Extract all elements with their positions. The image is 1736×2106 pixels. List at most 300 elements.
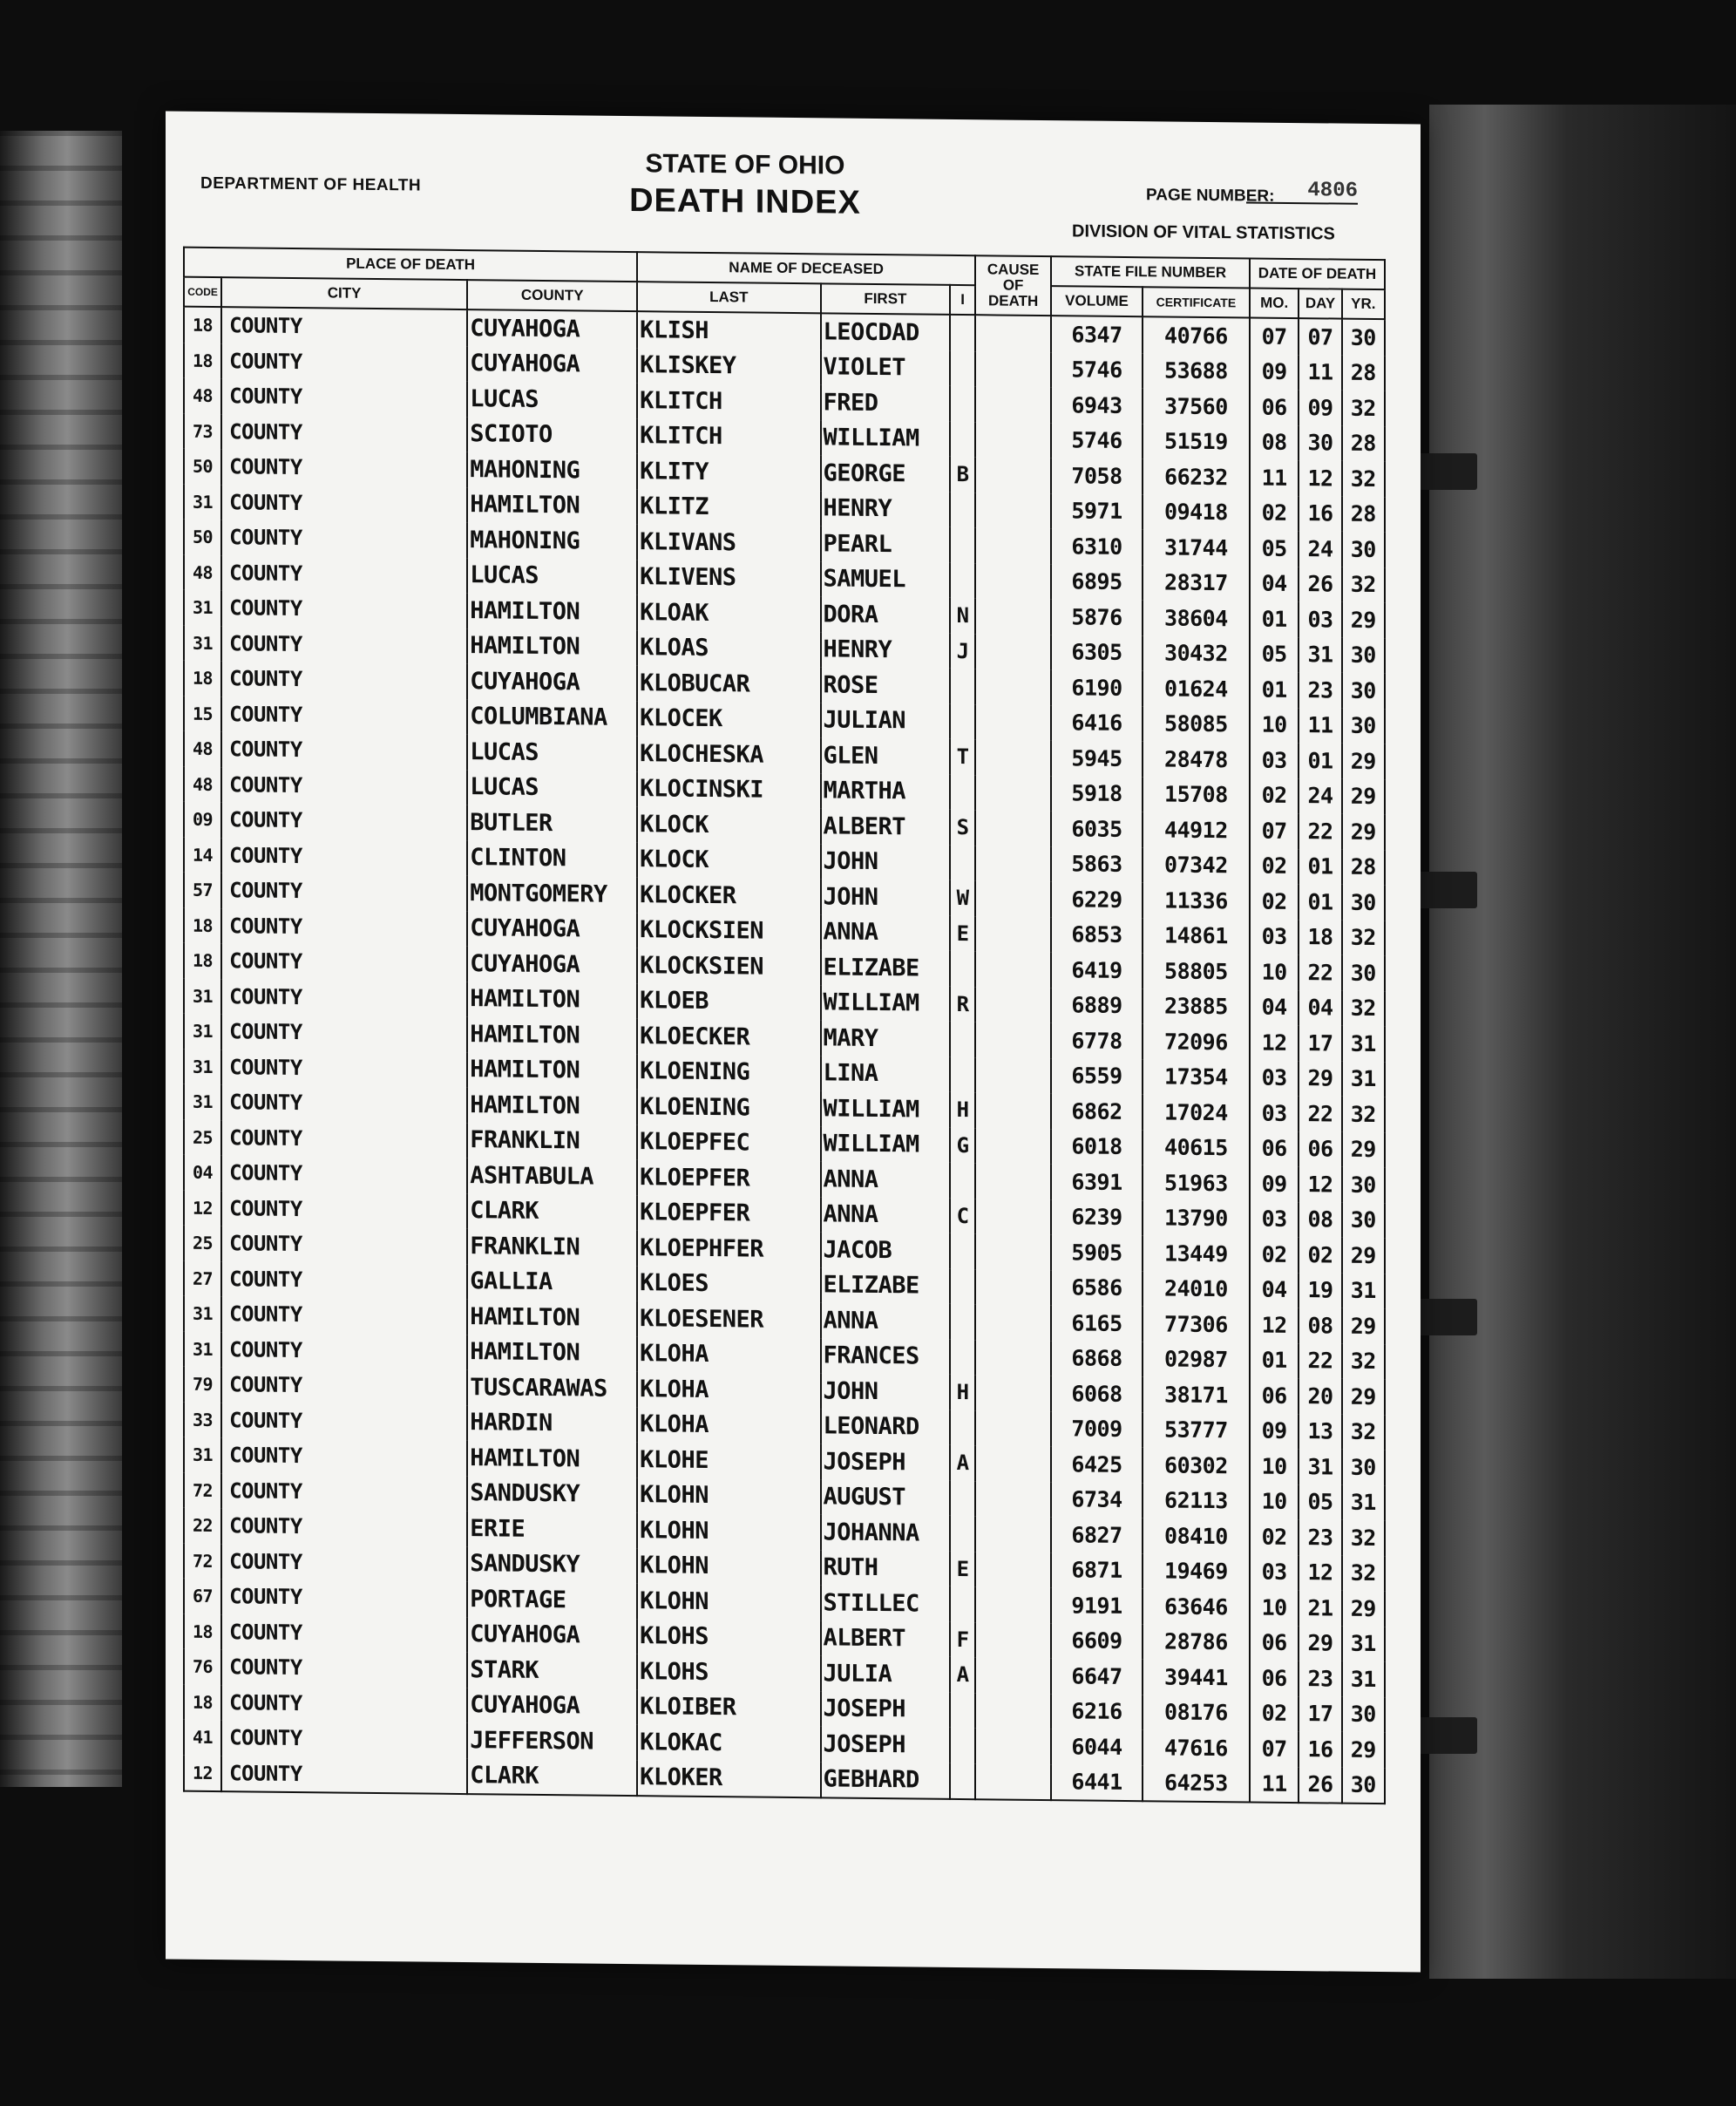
- volume-cell: 6889: [1051, 988, 1143, 1024]
- certificate-cell: 13790: [1143, 1200, 1250, 1237]
- volume-cell: 6778: [1051, 1022, 1143, 1059]
- cause-cell: [975, 1304, 1051, 1340]
- last-name-cell: KLISKEY: [637, 348, 820, 385]
- city-cell: COUNTY: [221, 485, 467, 522]
- cause-cell: [975, 1622, 1051, 1658]
- county-cell: HAMILTON: [467, 1052, 637, 1090]
- county-cell: HAMILTON: [467, 1087, 637, 1124]
- city-cell: COUNTY: [221, 1649, 467, 1687]
- certificate-cell: 17024: [1143, 1094, 1250, 1131]
- year-cell: 31: [1342, 1484, 1385, 1520]
- cause-cell: [975, 1693, 1051, 1729]
- certificate-cell: 13449: [1143, 1235, 1250, 1272]
- first-name-cell: STILLEC: [821, 1585, 951, 1621]
- last-name-cell: KLOKAC: [637, 1724, 820, 1762]
- volume-cell: 6943: [1051, 387, 1143, 424]
- cause-cell: [975, 422, 1051, 458]
- certificate-cell: 64253: [1143, 1765, 1250, 1803]
- day-cell: 18: [1299, 920, 1341, 955]
- city-cell: COUNTY: [221, 1508, 467, 1546]
- year-cell: 32: [1342, 461, 1385, 497]
- death-index-table: [183, 247, 1386, 1804]
- city-cell: COUNTY: [221, 1367, 467, 1404]
- first-name-cell: GEORGE: [821, 455, 951, 492]
- volume-cell: 6441: [1051, 1764, 1143, 1802]
- last-name-cell: KLOHA: [637, 1371, 820, 1409]
- code-cell: 31: [184, 1296, 221, 1332]
- city-cell: COUNTY: [221, 1084, 467, 1122]
- volume-cell: 6190: [1051, 669, 1143, 706]
- code-cell: 79: [184, 1367, 221, 1403]
- volume-cell: 6310: [1051, 528, 1143, 565]
- code-cell: 31: [184, 1049, 221, 1084]
- month-cell: 12: [1250, 1024, 1299, 1060]
- code-cell: 50: [184, 520, 221, 555]
- initial-cell: [950, 1163, 975, 1199]
- last-name-cell: KLOBUCAR: [637, 665, 820, 703]
- code-cell: 31: [184, 978, 221, 1014]
- cause-of-death-header: CAUSE OF DEATH: [975, 255, 1051, 316]
- volume-cell: 5876: [1051, 599, 1143, 635]
- day-cell: 21: [1299, 1590, 1341, 1626]
- day-cell: 01: [1299, 884, 1341, 920]
- county-cell: MAHONING: [467, 522, 637, 560]
- cause-cell: [975, 1763, 1051, 1800]
- volume-cell: 6862: [1051, 1093, 1143, 1130]
- day-cell: 22: [1299, 954, 1341, 990]
- certificate-cell: 40766: [1143, 316, 1250, 354]
- county-cell: SCIOTO: [467, 417, 637, 454]
- code-cell: 31: [184, 1084, 221, 1120]
- first-name-cell: SAMUEL: [821, 561, 951, 598]
- first-name-cell: JOHN: [821, 879, 951, 915]
- first-name-cell: JOSEPH: [821, 1726, 951, 1763]
- cause-cell: [975, 1410, 1051, 1446]
- code-cell: 33: [184, 1402, 221, 1437]
- volume-cell: 6559: [1051, 1058, 1143, 1095]
- volume-cell: 6871: [1051, 1552, 1143, 1589]
- city-cell: COUNTY: [221, 1261, 467, 1299]
- county-cell: CUYAHOGA: [467, 309, 637, 348]
- last-name-cell: KLOCK: [637, 806, 820, 844]
- year-cell: 30: [1342, 1202, 1385, 1238]
- county-cell: PORTAGE: [467, 1581, 637, 1619]
- day-cell: 12: [1299, 1555, 1341, 1591]
- month-header: MO.: [1250, 288, 1299, 318]
- initial-cell: W: [950, 880, 975, 916]
- code-cell: 27: [184, 1260, 221, 1296]
- volume-cell: 9191: [1051, 1587, 1143, 1624]
- county-cell: GALLIA: [467, 1264, 637, 1301]
- volume-header: VOLUME: [1051, 286, 1143, 316]
- city-cell: COUNTY: [221, 1014, 467, 1051]
- county-cell: FRANKLIN: [467, 1123, 637, 1160]
- day-cell: 22: [1299, 1096, 1341, 1131]
- county-cell: CUYAHOGA: [467, 1617, 637, 1654]
- first-name-cell: FRANCES: [821, 1338, 951, 1375]
- volume-cell: 7058: [1051, 458, 1143, 494]
- certificate-header: CERTIFICATE: [1143, 287, 1250, 317]
- volume-cell: 6068: [1051, 1376, 1143, 1412]
- first-name-cell: LINA: [821, 1056, 951, 1092]
- code-cell: 72: [184, 1472, 221, 1508]
- county-cell: HAMILTON: [467, 982, 637, 1019]
- day-cell: 22: [1299, 1343, 1341, 1379]
- cause-cell: [975, 527, 1051, 563]
- last-name-cell: KLOESENER: [637, 1301, 820, 1338]
- year-cell: 30: [1342, 1696, 1385, 1732]
- year-cell: 29: [1342, 1238, 1385, 1274]
- city-cell: COUNTY: [221, 1720, 467, 1757]
- last-name-cell: KLITZ: [637, 489, 820, 526]
- county-cell: HAMILTON: [467, 487, 637, 525]
- cause-cell: [975, 351, 1051, 387]
- volume-cell: 6347: [1051, 316, 1143, 353]
- day-cell: 12: [1299, 1166, 1341, 1202]
- county-cell: ASHTABULA: [467, 1158, 637, 1195]
- month-cell: 01: [1250, 671, 1299, 707]
- month-cell: 03: [1250, 919, 1299, 954]
- cause-cell: [975, 880, 1051, 916]
- county-cell: MONTGOMERY: [467, 875, 637, 913]
- county-cell: TUSCARAWAS: [467, 1369, 637, 1407]
- day-cell: 19: [1299, 1273, 1341, 1308]
- year-cell: 29: [1342, 1732, 1385, 1768]
- month-cell: 05: [1250, 530, 1299, 566]
- code-cell: 18: [184, 1613, 221, 1649]
- county-cell: MAHONING: [467, 452, 637, 489]
- certificate-cell: 24010: [1143, 1271, 1250, 1308]
- month-cell: 01: [1250, 601, 1299, 636]
- year-cell: 30: [1342, 532, 1385, 567]
- month-cell: 07: [1250, 317, 1299, 354]
- city-cell: COUNTY: [221, 555, 467, 593]
- cause-cell: [975, 1481, 1051, 1517]
- certificate-cell: 08410: [1143, 1518, 1250, 1554]
- initial-cell: [950, 1763, 975, 1799]
- month-cell: 02: [1250, 495, 1299, 531]
- city-cell: COUNTY: [221, 661, 467, 698]
- cause-cell: [975, 1340, 1051, 1376]
- city-cell: COUNTY: [221, 1614, 467, 1652]
- initial-cell: S: [950, 810, 975, 846]
- initial-header: I: [950, 285, 975, 315]
- day-cell: 06: [1299, 1131, 1341, 1167]
- county-cell: HAMILTON: [467, 593, 637, 630]
- first-name-cell: JOSEPH: [821, 1444, 951, 1480]
- last-name-cell: KLOEB: [637, 983, 820, 1021]
- certificate-cell: 07342: [1143, 847, 1250, 884]
- year-cell: 31: [1342, 1026, 1385, 1062]
- day-cell: 26: [1299, 567, 1341, 602]
- initial-cell: A: [950, 1445, 975, 1481]
- cause-cell: [975, 739, 1051, 775]
- cause-cell: [975, 951, 1051, 987]
- month-cell: 06: [1250, 1660, 1299, 1695]
- county-cell: CUYAHOGA: [467, 1688, 637, 1725]
- cause-cell: [975, 669, 1051, 704]
- initial-cell: [950, 1022, 975, 1057]
- last-name-cell: KLOHN: [637, 1583, 820, 1620]
- code-cell: 31: [184, 1331, 221, 1367]
- month-cell: 02: [1250, 848, 1299, 884]
- first-name-cell: GLEN: [821, 737, 951, 774]
- volume-cell: 6609: [1051, 1623, 1143, 1660]
- month-cell: 09: [1250, 354, 1299, 390]
- code-cell: 31: [184, 1437, 221, 1473]
- day-cell: 31: [1299, 637, 1341, 673]
- last-name-cell: KLOHN: [637, 1478, 820, 1515]
- city-cell: COUNTY: [221, 1685, 467, 1722]
- year-cell: 32: [1342, 920, 1385, 955]
- month-cell: 08: [1250, 425, 1299, 460]
- certificate-cell: 23885: [1143, 988, 1250, 1025]
- certificate-cell: 47616: [1143, 1729, 1250, 1766]
- initial-cell: [950, 774, 975, 810]
- initial-cell: H: [950, 1375, 975, 1410]
- year-cell: 32: [1342, 1520, 1385, 1556]
- day-cell: 11: [1299, 355, 1341, 391]
- first-name-cell: ANNA: [821, 914, 951, 951]
- date-of-death-header: DATE OF DEATH: [1250, 258, 1385, 289]
- department-label: DEPARTMENT OF HEALTH: [200, 173, 422, 195]
- city-cell: COUNTY: [221, 1473, 467, 1511]
- first-name-cell: ANNA: [821, 1161, 951, 1198]
- first-name-cell: LEONARD: [821, 1409, 951, 1445]
- cause-cell: [975, 1375, 1051, 1410]
- cause-cell: [975, 810, 1051, 846]
- cause-cell: [975, 987, 1051, 1022]
- volume-cell: 5905: [1051, 1234, 1143, 1271]
- year-cell: 29: [1342, 1379, 1385, 1415]
- first-name-cell: RUTH: [821, 1550, 951, 1586]
- code-cell: 67: [184, 1579, 221, 1614]
- month-cell: 06: [1250, 1377, 1299, 1413]
- month-cell: 06: [1250, 1625, 1299, 1661]
- month-cell: 02: [1250, 1236, 1299, 1272]
- year-cell: 29: [1342, 1308, 1385, 1344]
- day-cell: 02: [1299, 1237, 1341, 1273]
- cause-cell: [975, 1516, 1051, 1552]
- month-cell: 02: [1250, 778, 1299, 813]
- city-cell: COUNTY: [221, 908, 467, 946]
- county-cell: LUCAS: [467, 558, 637, 595]
- first-name-cell: GEBHARD: [821, 1762, 951, 1799]
- page-number: 4806: [1246, 178, 1358, 204]
- county-cell: HAMILTON: [467, 628, 637, 666]
- certificate-cell: 39441: [1143, 1659, 1250, 1695]
- county-cell: JEFFERSON: [467, 1722, 637, 1760]
- day-cell: 20: [1299, 1378, 1341, 1414]
- first-name-cell: JOHN: [821, 844, 951, 880]
- volume-cell: 6425: [1051, 1446, 1143, 1483]
- county-cell: CUYAHOGA: [467, 346, 637, 384]
- volume-cell: 6305: [1051, 635, 1143, 671]
- first-name-cell: JOHANNA: [821, 1514, 951, 1551]
- volume-cell: 5971: [1051, 493, 1143, 530]
- month-cell: 10: [1250, 707, 1299, 743]
- certificate-cell: 51963: [1143, 1165, 1250, 1201]
- first-name-cell: MARTHA: [821, 773, 951, 810]
- cause-cell: [975, 1199, 1051, 1234]
- county-cell: FRANKLIN: [467, 1228, 637, 1266]
- initial-cell: J: [950, 633, 975, 669]
- code-cell: 73: [184, 413, 221, 449]
- city-cell: COUNTY: [221, 1296, 467, 1334]
- volume-cell: 5746: [1051, 352, 1143, 389]
- city-cell: COUNTY: [221, 1437, 467, 1475]
- day-cell: 12: [1299, 460, 1341, 496]
- certificate-cell: 58805: [1143, 953, 1250, 989]
- month-cell: 09: [1250, 1165, 1299, 1201]
- city-cell: COUNTY: [221, 590, 467, 628]
- code-header: CODE: [184, 277, 221, 307]
- certificate-cell: 38604: [1143, 600, 1250, 636]
- code-cell: 48: [184, 554, 221, 590]
- last-name-cell: KLITCH: [637, 383, 820, 420]
- last-name-header: LAST: [637, 282, 820, 313]
- county-cell: BUTLER: [467, 805, 637, 842]
- city-cell: COUNTY: [221, 520, 467, 557]
- division-label: DIVISION OF VITAL STATISTICS: [1072, 221, 1335, 244]
- first-name-cell: JULIA: [821, 1655, 951, 1692]
- last-name-cell: KLIVENS: [637, 560, 820, 597]
- initial-cell: H: [950, 1092, 975, 1128]
- initial-cell: B: [950, 457, 975, 493]
- certificate-cell: 63646: [1143, 1588, 1250, 1625]
- name-of-deceased-header: NAME OF DECEASED: [637, 252, 975, 285]
- last-name-cell: KLOCEK: [637, 701, 820, 738]
- county-cell: ERIE: [467, 1511, 637, 1548]
- month-cell: 10: [1250, 1589, 1299, 1625]
- initial-cell: [950, 845, 975, 880]
- cause-cell: [975, 1586, 1051, 1622]
- certificate-cell: 19469: [1143, 1553, 1250, 1590]
- code-cell: 12: [184, 1755, 221, 1791]
- cause-cell: [975, 598, 1051, 634]
- first-name-cell: ANNA: [821, 1302, 951, 1339]
- certificate-cell: 66232: [1143, 459, 1250, 495]
- day-cell: 17: [1299, 1025, 1341, 1061]
- code-cell: 18: [184, 907, 221, 943]
- cause-cell: [975, 1092, 1051, 1128]
- county-cell: CLARK: [467, 1758, 637, 1797]
- initial-cell: [950, 1304, 975, 1340]
- year-cell: 32: [1342, 1555, 1385, 1591]
- day-cell: 01: [1299, 743, 1341, 778]
- cause-cell: [975, 634, 1051, 669]
- cause-cell: [975, 1269, 1051, 1305]
- first-name-cell: WILLIAM: [821, 1126, 951, 1163]
- county-cell: STARK: [467, 1652, 637, 1689]
- year-cell: 28: [1342, 849, 1385, 885]
- initial-cell: [950, 1056, 975, 1092]
- last-name-cell: KLOCKSIEN: [637, 948, 820, 985]
- last-name-cell: KLISH: [637, 311, 820, 350]
- county-cell: HAMILTON: [467, 1440, 637, 1478]
- county-cell: HARDIN: [467, 1405, 637, 1443]
- day-cell: 16: [1299, 496, 1341, 532]
- cause-cell: [975, 1233, 1051, 1269]
- year-cell: 28: [1342, 355, 1385, 391]
- year-cell: 29: [1342, 602, 1385, 638]
- year-cell: 31: [1342, 1273, 1385, 1308]
- first-name-cell: AUGUST: [821, 1479, 951, 1516]
- day-cell: 04: [1299, 990, 1341, 1026]
- volume-cell: 6416: [1051, 705, 1143, 742]
- volume-cell: 6239: [1051, 1199, 1143, 1236]
- month-cell: 02: [1250, 1518, 1299, 1554]
- city-cell: COUNTY: [221, 1155, 467, 1192]
- last-name-cell: KLOCKSIEN: [637, 913, 820, 950]
- year-cell: 30: [1342, 319, 1385, 356]
- index-page: [166, 111, 1421, 1972]
- initial-cell: [950, 703, 975, 739]
- year-cell: 28: [1342, 496, 1385, 532]
- city-cell: COUNTY: [221, 943, 467, 981]
- code-cell: 15: [184, 696, 221, 731]
- volume-cell: 6165: [1051, 1305, 1143, 1342]
- day-cell: 22: [1299, 813, 1341, 849]
- first-name-cell: ANNA: [821, 1197, 951, 1233]
- last-name-cell: KLOCHESKA: [637, 736, 820, 773]
- county-cell: CUYAHOGA: [467, 663, 637, 701]
- first-name-cell: HENRY: [821, 632, 951, 669]
- year-cell: 29: [1342, 778, 1385, 814]
- month-cell: 03: [1250, 742, 1299, 778]
- last-name-cell: KLITY: [637, 453, 820, 491]
- cause-cell: [975, 916, 1051, 952]
- month-cell: 10: [1250, 954, 1299, 989]
- cause-cell: [975, 315, 1051, 351]
- place-of-death-header: PLACE OF DEATH: [184, 248, 637, 282]
- last-name-cell: KLOECKER: [637, 1018, 820, 1056]
- first-name-cell: JOHN: [821, 1373, 951, 1410]
- last-name-cell: KLOCKER: [637, 877, 820, 914]
- city-cell: COUNTY: [221, 802, 467, 839]
- city-cell: COUNTY: [221, 873, 467, 910]
- initial-cell: [950, 527, 975, 563]
- city-cell: COUNTY: [221, 1403, 467, 1440]
- volume-cell: 6229: [1051, 881, 1143, 918]
- initial-cell: [950, 1480, 975, 1516]
- certificate-cell: 72096: [1143, 1023, 1250, 1060]
- year-cell: 29: [1342, 814, 1385, 850]
- code-cell: 25: [184, 1119, 221, 1155]
- code-cell: 14: [184, 837, 221, 873]
- code-cell: 31: [184, 590, 221, 626]
- city-cell: COUNTY: [221, 1191, 467, 1228]
- cause-cell: [975, 1657, 1051, 1693]
- cause-cell: [975, 386, 1051, 422]
- certificate-cell: 11336: [1143, 882, 1250, 919]
- day-cell: 09: [1299, 390, 1341, 425]
- first-name-cell: DORA: [821, 596, 951, 633]
- certificate-cell: 62113: [1143, 1483, 1250, 1519]
- day-cell: 11: [1299, 708, 1341, 744]
- county-cell: COLUMBIANA: [467, 699, 637, 737]
- month-cell: 03: [1250, 1060, 1299, 1096]
- last-name-cell: KLOHN: [637, 1548, 820, 1586]
- year-cell: 32: [1342, 1343, 1385, 1379]
- cause-cell: [975, 1163, 1051, 1199]
- city-cell: COUNTY: [221, 767, 467, 805]
- volume-cell: 5945: [1051, 740, 1143, 777]
- last-name-cell: KLITCH: [637, 418, 820, 456]
- month-cell: 07: [1250, 812, 1299, 848]
- cause-cell: [975, 846, 1051, 881]
- code-cell: 72: [184, 1543, 221, 1579]
